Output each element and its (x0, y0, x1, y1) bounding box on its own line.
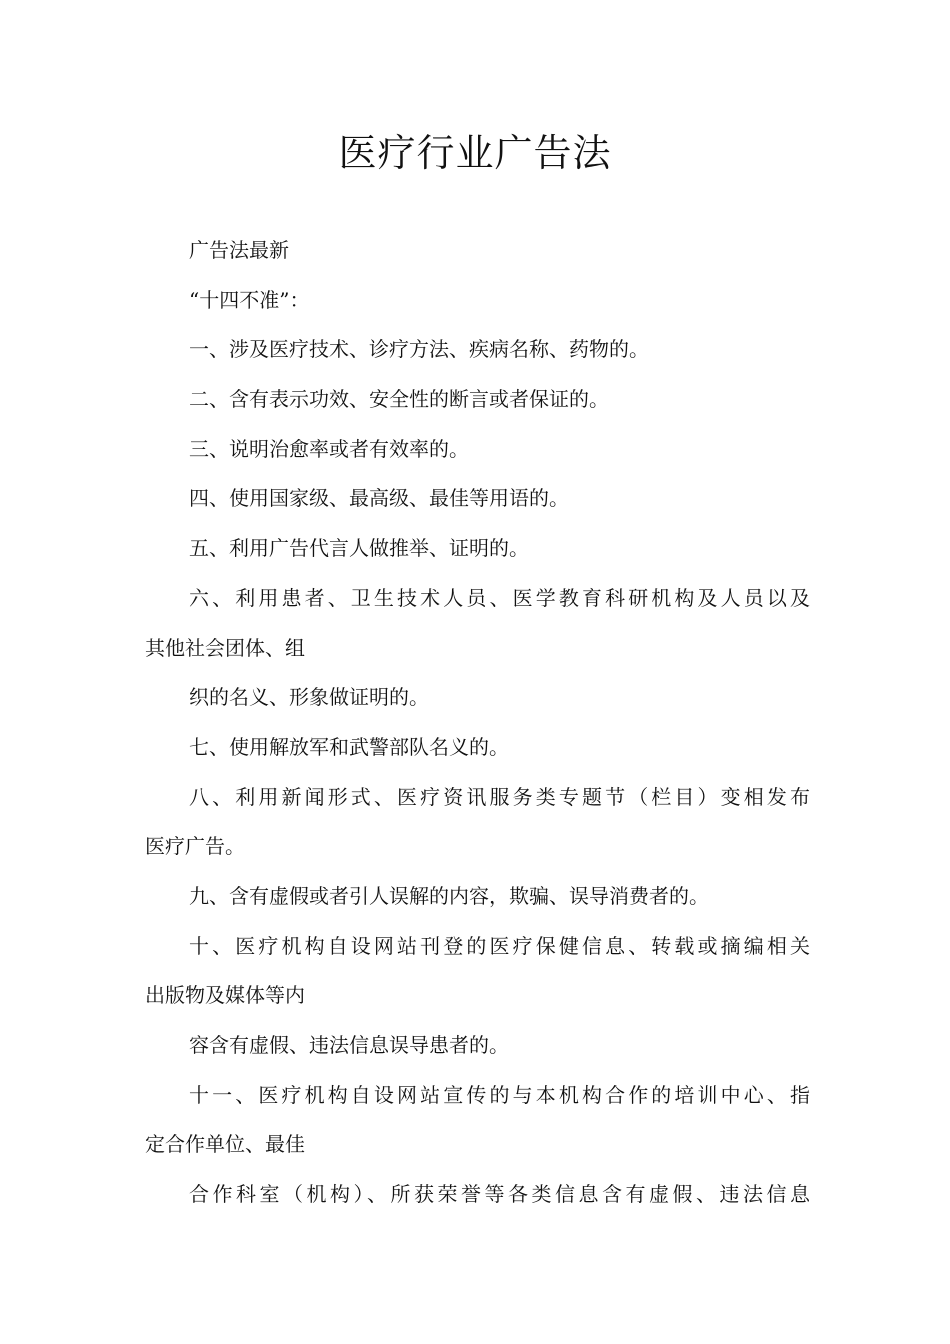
paragraph-line: 六、利用患者、卫生技术人员、医学教育科研机构及人员以及 (189, 585, 810, 610)
paragraph-line: 八、利用新闻形式、医疗资讯服务类专题节（栏目）变相发布 (189, 784, 810, 809)
paragraph-line: 一、涉及医疗技术、诊疗方法、疾病名称、药物的。 (189, 337, 649, 362)
paragraph-line: 二、含有表示功效、安全性的断言或者保证的。 (189, 387, 609, 412)
paragraph-line: “十四不准”： (189, 287, 310, 312)
document-title: 医疗行业广告法 (338, 131, 612, 175)
paragraph-line: 十一、医疗机构自设网站宣传的与本机构合作的培训中心、指 (189, 1082, 810, 1107)
paragraph-line: 织的名义、形象做证明的。 (189, 685, 429, 710)
paragraph-line: 医疗广告。 (145, 834, 245, 859)
paragraph-line: 十、医疗机构自设网站刊登的医疗保健信息、转载或摘编相关 (189, 933, 810, 958)
paragraph-line: 其他社会团体、组 (145, 635, 305, 660)
paragraph-line: 三、说明治愈率或者有效率的。 (189, 436, 469, 461)
paragraph-line: 定合作单位、最佳 (145, 1132, 305, 1157)
paragraph-line: 四、使用国家级、最高级、最佳等用语的。 (189, 486, 569, 511)
paragraph-line: 九、含有虚假或者引人误解的内容，欺骗、误导消费者的。 (189, 883, 709, 908)
paragraph-line: 出版物及媒体等内 (145, 983, 305, 1008)
document-body (145, 226, 810, 1220)
paragraph-line: 五、利用广告代言人做推举、证明的。 (189, 536, 529, 561)
paragraph-line: 七、使用解放军和武警部队名义的。 (189, 734, 509, 759)
paragraph-line: 容含有虚假、违法信息误导患者的。 (189, 1033, 509, 1057)
paragraph-line: 广告法最新 (189, 238, 289, 262)
paragraph-line: 合作科室（机构）、所获荣誉等各类信息含有虚假、违法信息 (189, 1182, 810, 1207)
